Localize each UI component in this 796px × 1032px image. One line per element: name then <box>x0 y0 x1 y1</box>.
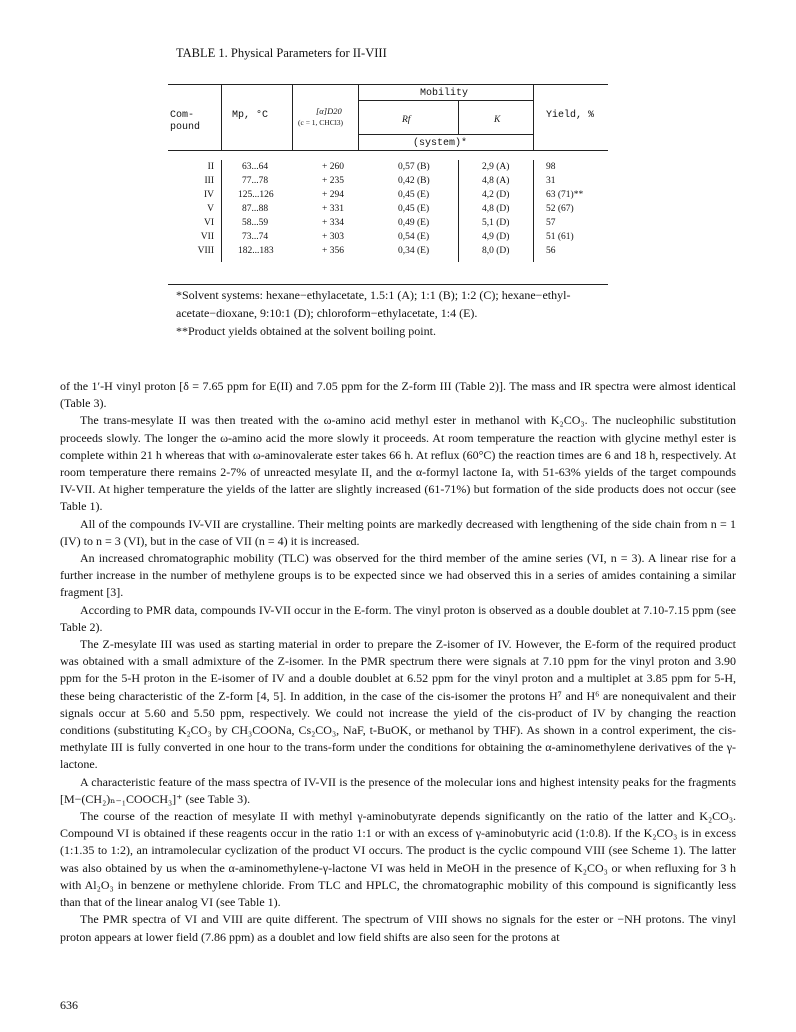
cell-yield: 31 <box>546 176 556 186</box>
cell-yield: 51 (61) <box>546 232 574 242</box>
cell-compound: VI <box>203 218 214 228</box>
paragraph: The course of the reaction of mesylate II with methyl γ-aminobutyrate depends significantly on the ratio of the latter and K₂CO₃. Compound VI is obtained if these reagents occur in the ratio 1:1 or with an excess of γ-aminobutyric acid (1:0.8). If the K₂CO₃ is in excess (1:1.35 to 1:2), an intramolecular cyclization of the product VI occurs. The product is the cyclic compound VIII (see Scheme 1). The latter was also obtained by us when the α-aminomethylene-γ-lactone VI was held in MeOH in the presence of K₂CO₃ or when refluxing for 3 h with Al₂O₃ in benzene or methylene chloride. From TLC and HPLC, the chromatographic mobility of this compound is significantly less than that of the linear analog VI (see Table 1). <box>60 809 736 910</box>
cell-k: 8,0 (D) <box>482 246 510 256</box>
cell-rf: 0,49 (E) <box>398 218 430 228</box>
cell-alpha: + 260 <box>322 162 344 172</box>
cell-yield: 98 <box>546 162 556 172</box>
cell-mp: 77...78 <box>242 176 269 186</box>
footnote-yields: **Product yields obtained at the solvent boiling point. <box>176 324 436 338</box>
head-mobility: Mobility <box>420 88 469 99</box>
paragraph: A characteristic feature of the mass spectra of IV-VII is the presence of the molecular ions and highest intensity peaks for the fragments [M−(CH₂)ₙ₋₁COOCH₃]⁺ (see Table 3). <box>60 774 736 806</box>
body-col-2 <box>458 160 459 262</box>
header-bottom-rule <box>168 150 608 151</box>
paragraph: According to PMR data, compounds IV-VII occur in the E-form. The vinyl proton is observed as a double doublet at 7.10-7.15 ppm (see Table 2). <box>60 602 736 634</box>
cell-alpha: + 356 <box>322 246 344 256</box>
cell-mp: 58...59 <box>242 218 269 228</box>
cell-k: 4,8 (D) <box>482 204 510 214</box>
cell-compound: IV <box>203 190 214 200</box>
cell-compound: II <box>207 162 214 172</box>
cell-rf: 0,34 (E) <box>398 246 430 256</box>
head-compound-2: pound <box>170 122 201 133</box>
head-k: K <box>494 115 501 125</box>
col-line-1 <box>221 85 222 151</box>
head-compound-1: Com- <box>170 110 195 121</box>
col-line-2 <box>292 85 293 151</box>
cell-k: 4,8 (A) <box>482 176 510 186</box>
paragraph: The PMR spectra of VI and VIII are quite different. The spectrum of VIII shows no signals for the ester or −NH protons. The vinyl proton appears at lower field (7.86 ppm) as a doublet and low field shifts are also seen for the protons at <box>60 912 736 944</box>
head-system: (system)* <box>413 138 468 149</box>
cell-alpha: + 303 <box>322 232 344 242</box>
cell-yield: 57 <box>546 218 556 228</box>
footnote-solvents: *Solvent systems: hexane−ethylacetate, 1.5:1 (A); 1:1 (B); 1:2 (C); hexane−ethyl-acetate−dioxane, 9:10:1 (D); chloroform−ethylacetate, 1:4 (E). <box>176 288 571 320</box>
cell-yield: 63 (71)** <box>546 190 584 200</box>
system-rule <box>358 134 533 135</box>
col-line-3 <box>358 85 359 151</box>
cell-k: 4,2 (D) <box>482 190 510 200</box>
cell-compound: III <box>204 176 214 186</box>
cell-rf: 0,54 (E) <box>398 232 430 242</box>
cell-rf: 0,45 (E) <box>398 204 430 214</box>
cell-rf: 0,42 (B) <box>398 176 430 186</box>
cell-alpha: + 294 <box>322 190 344 200</box>
head-mp: Mp, °C <box>232 110 269 121</box>
head-alpha-conditions: (c = 1, CHCl3) <box>298 118 344 127</box>
table-caption: TABLE 1. Physical Parameters for II-VIII <box>176 46 387 60</box>
cell-yield: 56 <box>546 246 556 256</box>
cell-rf: 0,45 (E) <box>398 190 430 200</box>
cell-compound: V <box>207 204 214 214</box>
body-col-1 <box>221 160 222 262</box>
mobility-rule <box>358 100 533 101</box>
cell-mp: 63...64 <box>242 162 269 172</box>
cell-k: 4,9 (D) <box>482 232 510 242</box>
table-bottom-rule <box>168 284 608 285</box>
head-rf: Rf <box>402 115 411 125</box>
page-number: 636 <box>60 998 78 1012</box>
cell-yield: 52 (67) <box>546 204 574 214</box>
cell-mp: 125...126 <box>238 190 274 200</box>
col-line-rf-k <box>458 101 459 135</box>
cell-alpha: + 334 <box>322 218 344 228</box>
head-alpha: [α]D20 <box>316 106 342 116</box>
head-yield: Yield, % <box>546 110 595 121</box>
cell-alpha: + 331 <box>322 204 344 214</box>
cell-k: 2,9 (A) <box>482 162 510 172</box>
paragraph: of the 1′-H vinyl proton [δ = 7.65 ppm for E(II) and 7.05 ppm for the Z-form III (Table 2)]. The mass and IR spectra were almost identical (Table 3). <box>60 379 736 411</box>
col-line-4 <box>533 85 534 151</box>
article-body <box>60 378 736 946</box>
cell-mp: 73...74 <box>242 232 269 242</box>
cell-compound: VIII <box>197 246 214 256</box>
cell-mp: 182...183 <box>238 246 274 256</box>
cell-rf: 0,57 (B) <box>398 162 430 172</box>
table-top-rule <box>168 84 608 85</box>
paragraph: An increased chromatographic mobility (TLC) was observed for the third member of the amine series (VI, n = 3). A linear rise for a further increase in the number of methylene groups is to be expected since we had observed this in a series of amides containing a similar fragment [3]. <box>60 551 736 600</box>
paragraph: The trans-mesylate II was then treated with the ω-amino acid methyl ester in methanol with K₂CO₃. The nucleophilic substitution proceeds slowly. The longer the ω-amino acid the more slowly it proceeds. At room temperature the reaction with glycine methyl ester is complete within 21 h whereas that with ω-aminovalerate ester takes 66 h. At reflux (60°C) the reaction times are 6 and 18 h, respectively. At room temperature there remains 2-7% of unreacted mesylate II, and the α-formyl lactone Ia, with 51-63% yields of the target compounds IV-VII. At higher temperature the yields of the latter are slightly increased (61-71%) but formation of the side products does not occur (see Table 1). <box>60 413 736 514</box>
body-col-3 <box>533 160 534 262</box>
cell-compound: VII <box>200 232 214 242</box>
cell-mp: 87...88 <box>242 204 269 214</box>
paragraph: The Z-mesylate III was used as starting material in order to prepare the Z-isomer of IV. However, the E-form of the required product was obtained with a small admixture of the Z-isomer. In the PMR spectrum there were signals at 7.10 ppm for the vinyl proton and 3.90 ppm for the 5-H proton in the E-isomer of IV and a double doublet at 6.52 ppm for the vinyl proton and a multiplet at 3.85 ppm for 5-H, these being characteristic of the Z-form [4, 5]. In addition, in the case of the cis-isomer the protons H⁷ and H⁶ are nonequivalent and their signals occur at 5.60 and 5.50 ppm, respectively. We could not increase the yield of the cis-product of IV by changing the reaction conditions (substituting K₂CO₃ by CH₃COONa, Cs₂CO₃, NaF, t-BuOK, or methanol by THF). As shown in a control experiment, the cis-methylate III is fully converted in one hour to the trans-form under the conditions for obtaining the α-aminomethylene derivatives of the γ-lactone. <box>60 637 736 772</box>
paragraph: All of the compounds IV-VII are crystalline. Their melting points are markedly decreased with lengthening of the side chain from n = 1 (IV) to n = 3 (VI), but in the case of VII (n = 4) it is increased. <box>60 516 736 548</box>
cell-alpha: + 235 <box>322 176 344 186</box>
cell-k: 5,1 (D) <box>482 218 510 228</box>
